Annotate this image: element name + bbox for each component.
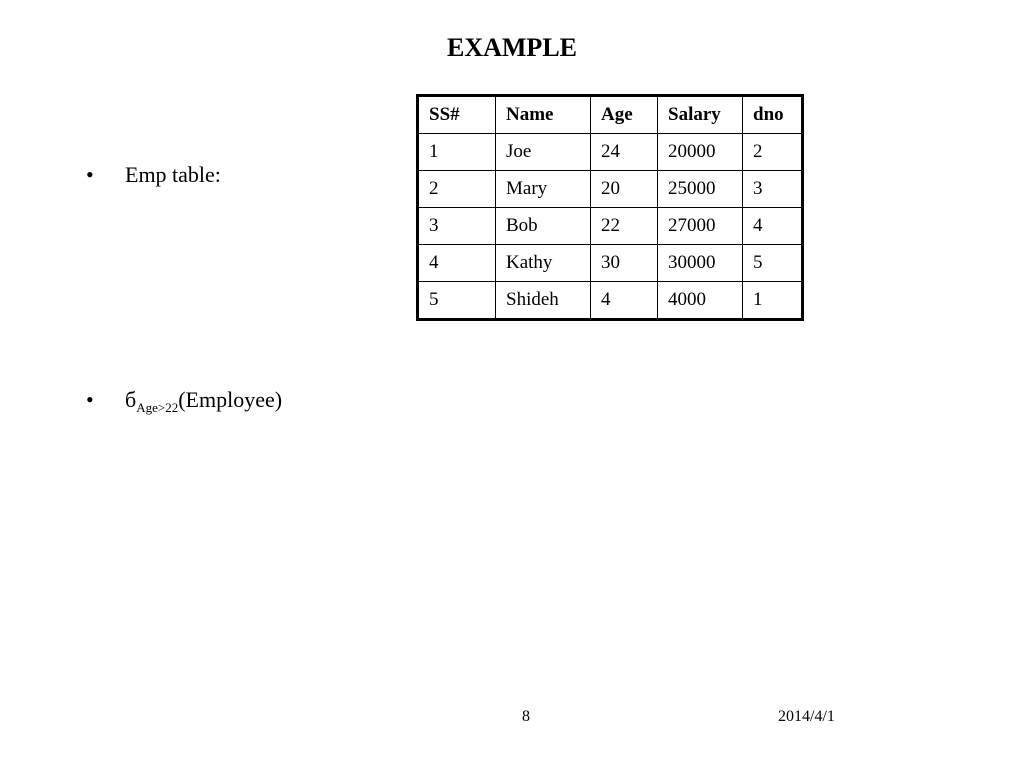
- table-cell: 3: [418, 208, 496, 245]
- table-cell: 30000: [658, 245, 743, 282]
- table-cell: 4: [418, 245, 496, 282]
- table-header-row: [418, 96, 803, 134]
- table-cell: 20000: [658, 134, 743, 171]
- table-cell: 4000: [658, 282, 743, 320]
- bullet-text: Emp table:: [125, 162, 221, 187]
- table-row: [418, 134, 803, 171]
- selection-symbol: б: [125, 387, 137, 412]
- footer-date: 2014/4/1: [778, 708, 835, 725]
- selection-argument: (Employee): [178, 387, 283, 412]
- header-cell: SS#: [418, 96, 496, 134]
- header-cell: dno: [743, 96, 803, 134]
- table-row: [418, 208, 803, 245]
- table-cell: 1: [418, 134, 496, 171]
- table-cell: 5: [743, 245, 803, 282]
- bullet-emp-table: [86, 160, 221, 190]
- page-number: 8: [522, 708, 530, 725]
- employee-table: [416, 94, 804, 321]
- header-cell: Name: [496, 96, 591, 134]
- table-cell: 1: [743, 282, 803, 320]
- table-cell: 3: [743, 171, 803, 208]
- table-cell: 30: [591, 245, 658, 282]
- table-cell: 4: [743, 208, 803, 245]
- header-cell: Age: [591, 96, 658, 134]
- bullet-selection-expression: [86, 385, 282, 423]
- bullet-marker: •: [86, 387, 94, 412]
- table-row: [418, 245, 803, 282]
- table-cell: 4: [591, 282, 658, 320]
- selection-condition: Age>22: [136, 400, 179, 415]
- table-cell: Kathy: [496, 245, 591, 282]
- table-cell: 2: [418, 171, 496, 208]
- table-row: [418, 282, 803, 320]
- table-cell: Bob: [496, 208, 591, 245]
- table-cell: Shideh: [496, 282, 591, 320]
- table-cell: 22: [591, 208, 658, 245]
- table-cell: 27000: [658, 208, 743, 245]
- table-cell: 5: [418, 282, 496, 320]
- table-cell: 25000: [658, 171, 743, 208]
- header-cell: Salary: [658, 96, 743, 134]
- slide-title: EXAMPLE: [447, 33, 577, 62]
- table-cell: Mary: [496, 171, 591, 208]
- bullet-marker: •: [86, 162, 94, 187]
- table-row: [418, 171, 803, 208]
- table-cell: Joe: [496, 134, 591, 171]
- table-cell: 20: [591, 171, 658, 208]
- table-cell: 24: [591, 134, 658, 171]
- table-cell: 2: [743, 134, 803, 171]
